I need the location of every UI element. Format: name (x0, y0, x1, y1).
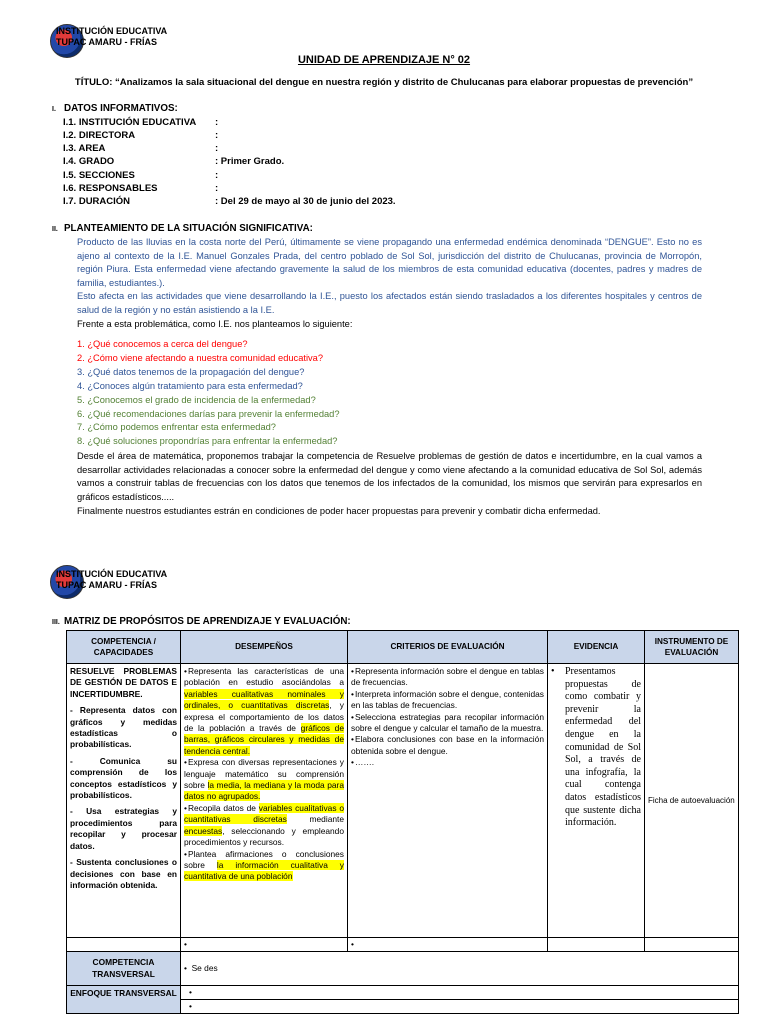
capacidad-item: - Representa datos con gráficos y medidas estadísticas o probabilísticas. (70, 705, 177, 750)
logo-line1: INSTITUCIÓN EDUCATIVA (56, 569, 168, 579)
list-item: 3. ¿Qué datos tenemos de la propagación del dengue? (77, 366, 305, 377)
school-logo (50, 24, 170, 58)
situation-paragraph-5: Finalmente nuestros estudiantes estrán en condiciones de poder hacer propuestas para prevenir y combatir dicha enfermedad. (77, 506, 601, 516)
situation-paragraph-2: Esto afecta en las actividades que viene desarrollando la I.E., puesto los afectados están siendo trasladados a los diferentes hospitales y centros de salud de la región y no están asistiendo a la I.E. (77, 291, 702, 315)
criterio-item: • ……. (351, 757, 544, 768)
evidencia-cell (548, 664, 645, 938)
info-row: I.7. DURACIÓN : Del 29 de mayo al 30 de junio del 2023. (63, 196, 396, 207)
info-row: I.6. RESPONSABLES : (63, 183, 219, 194)
capacidad-item: - Comunica su comprensión de los conceptos estadísticos y probabilísticos. (70, 755, 177, 801)
list-item: 1. ¿Qué conocemos a cerca del dengue? (77, 339, 248, 349)
column-header: INSTRUMENTO DE EVALUACIÓN (645, 631, 739, 664)
list-item: 2. ¿Cómo viene afectando a nuestra comunidad educativa? (77, 352, 324, 363)
section-matriz-heading: III. MATRIZ DE PROPÓSITOS DE APRENDIZAJE Y EVALUACIÓN: (52, 616, 351, 627)
list-item: 6. ¿Qué recomendaciones darías para prevenir la enfermedad? (77, 408, 340, 419)
info-row: I.1. INSTITUCIÓN EDUCATIVA : (63, 117, 219, 128)
instrumento-cell (645, 664, 739, 938)
logo-line1: INSTITUCIÓN EDUCATIVA (56, 26, 168, 36)
desempeno-item: • Representa las características de una población en estudio asociándolas a variables cualitativas nominales y ordinales, o cuantitativas discretas, y expresa el comportamiento de los datos de la población a través de gráficos de barras, gráficos circulares y medidas de tendencia central. (184, 666, 344, 757)
column-header: CRITERIOS DE EVALUACIÓN (348, 631, 548, 664)
logo-line2: TUPAC AMARU - FRÍAS (56, 37, 157, 47)
list-item: 7. ¿Cómo podemos enfrentar esta enfermedad? (77, 422, 276, 433)
info-row: I.3. AREA : (63, 143, 219, 154)
column-header: COMPETENCIA / CAPACIDADES (67, 631, 181, 664)
situation-paragraph-3: Frente a esta problemática, como I.E. nos planteamos lo siguiente: (77, 319, 353, 329)
list-item: 8. ¿Qué soluciones propondrías para enfrentar la enfermedad? (77, 436, 338, 447)
info-row: I.4. GRADO : Primer Grado. (63, 156, 285, 167)
page-title: UNIDAD DE APRENDIZAJE N° 02 (297, 54, 471, 66)
enfoque-transversal-label: ENFOQUE TRANSVERSAL (67, 986, 181, 1014)
section-situacion-heading: II. PLANTEAMIENTO DE LA SITUACIÓN SIGNIFICATIVA: (52, 223, 313, 234)
column-header: EVIDENCIA (548, 631, 645, 664)
criterio-item: • Selecciona estrategias para recopilar información sobre el dengue y calcular el tamaño de la muestra. (351, 712, 544, 735)
school-logo (50, 565, 170, 599)
situation-paragraph-1: Producto de las lluvias en la costa norte del Perú, últimamente se viene propagando una enfermedad endémica denominada “DENGUE”. Esto no es ajeno al contexto de la I.E. Manuel Gonzales Prada, del centro poblado de Sol Sol, jurisdicción del distrito de Chulucanas, provincia de Morropón, región Piura. Esta enfermedad viene afectando gravemente la salud de los miembros de esta comunidad educativa (docentes, padres y madres de familia, estudiantes.). (77, 237, 702, 288)
comp-transversal-label: COMPETENCIA TRANSVERSAL (67, 952, 181, 986)
competencia-cell (67, 664, 181, 938)
list-item: 4. ¿Conoces algún tratamiento para esta enfermedad? (77, 380, 303, 391)
desempeno-item: • Expresa con diversas representaciones y lenguaje matemático su comprensión sobre la media, la mediana y la moda para datos no agrupados. (184, 757, 344, 803)
criterio-item: • Representa información sobre el dengue en tablas de frecuencias. (351, 666, 544, 689)
evaluation-matrix: COMPETENCIA / CAPACIDADES DESEMPEÑOS CRITERIOS DE EVALUACIÓN EVIDENCIA INSTRUMENTO DE EVALUACIÓN RESUELVE PROBLEMAS DE GESTIÓN DE DATOS E INCERTIDUMBRE. - Representa datos con gráficos y medidas estadísticas o probabilísticas. - Comunica su comprensión de los conceptos estadísticos y probabilísticos. - Usa estrategias y procedimientos para recopilar y procesar datos. - Sustenta conclusiones o decisiones con base en información obtenida. • Representa las características de una población en estudio asociándolas a variables cualitativas nominales y ordinales, o cuantitativas discretas, y expresa el comportamiento de los datos de la población a través de gráficos de barras, gráficos circulares y medidas de tendencia central. • Expresa con diversas representaciones y lenguaje matemático su comprensión sobre la media, la mediana y la moda para datos no agrupados. • Recopila datos de variables cualitativas o cuantitativas discretas mediante encuestas, seleccionando y empleando procedimientos y recursos. • Plantea afirmaciones o conclusiones sobre la información cualitativa y cuantitativa de una población • Representa información sobre el dengue en tablas de frecuencias. • Interpreta información sobre el dengue, contenidas en las tablas de frecuencias. • Selecciona estrategias para recopilar información sobre el dengue y calcular el tamaño de la muestra. • Elabora conclusiones con base en la información obtenida sobre el dengue. • ……. • Presentamos propuestas de como combatir y prevenir la enfermedad del dengue en la comunidad de Sol Sol, a través de una infografía, la cual contenga datos estadísticos que sustente dicha información. Ficha de autoevaluación • • COMPETENCIA TRANSVERSAL • Se des ENFOQUE TRANSVERSAL • • (66, 630, 739, 1014)
desempeno-item: • Recopila datos de variables cualitativas o cuantitativas discretas mediante encuestas, seleccionando y empleando procedimientos y recursos. (184, 803, 344, 849)
capacidad-item: - Usa estrategias y procedimientos para recopilar y procesar datos. (70, 806, 177, 851)
list-item: 5. ¿Conocemos el grado de incidencia de la enfermedad? (77, 394, 316, 405)
info-row: I.2. DIRECTORA : (63, 130, 219, 141)
section-datos-heading: I. DATOS INFORMATIVOS: (52, 103, 178, 114)
question-list (77, 338, 340, 449)
column-header: DESEMPEÑOS (181, 631, 348, 664)
desempenos-cell (181, 664, 348, 938)
criterios-cell (348, 664, 548, 938)
instrumento-text: Ficha de autoevaluación (648, 796, 735, 805)
competencia-title: RESUELVE PROBLEMAS DE GESTIÓN DE DATOS E INCERTIDUMBRE. (70, 666, 177, 699)
capacidad-item: - Sustenta conclusiones o decisiones con base en información obtenida. (70, 857, 177, 890)
comp-transversal-value: • Se des (181, 952, 739, 986)
logo-line2: TUPAC AMARU - FRÍAS (56, 580, 157, 590)
criterio-item: • Elabora conclusiones con base en la información obtenida sobre el dengue. (351, 734, 544, 757)
criterio-item: • Interpreta información sobre el dengue, contenidas en las tablas de frecuencias. (351, 689, 544, 712)
info-row: I.5. SECCIONES : (63, 170, 219, 181)
situation-paragraph-4: Desde el área de matemática, proponemos trabajar la competencia de Resuelve problemas de gestión de datos e incertidumbre, en la cual vamos a desarrollar actividades relacionadas a conocer sobre la enfermedad del dengue y como viene afectando a la comunidad educativa de Sol Sol, además vamos a construir tablas de frecuencias con los datos que tenemos de los infectados de la comunidad, los mismos que servirán para expresarlos en gráficos estadísticos..... (77, 451, 702, 502)
unit-subtitle: TÍTULO: “Analizamos la sala situacional del dengue en nuestra región y distrito de Chulucanas para elaborar propuestas de prevención” (74, 77, 694, 88)
desempeno-item: • Plantea afirmaciones o conclusiones sobre la información cualitativa y cuantitativa de una población (184, 849, 344, 883)
evidencia-item: • Presentamos propuestas de como combatir y prevenir la enfermedad del dengue en la comunidad de Sol Sol, a través de una infografía, la cual contenga datos estadísticos que sustente dicha información. (551, 666, 641, 829)
